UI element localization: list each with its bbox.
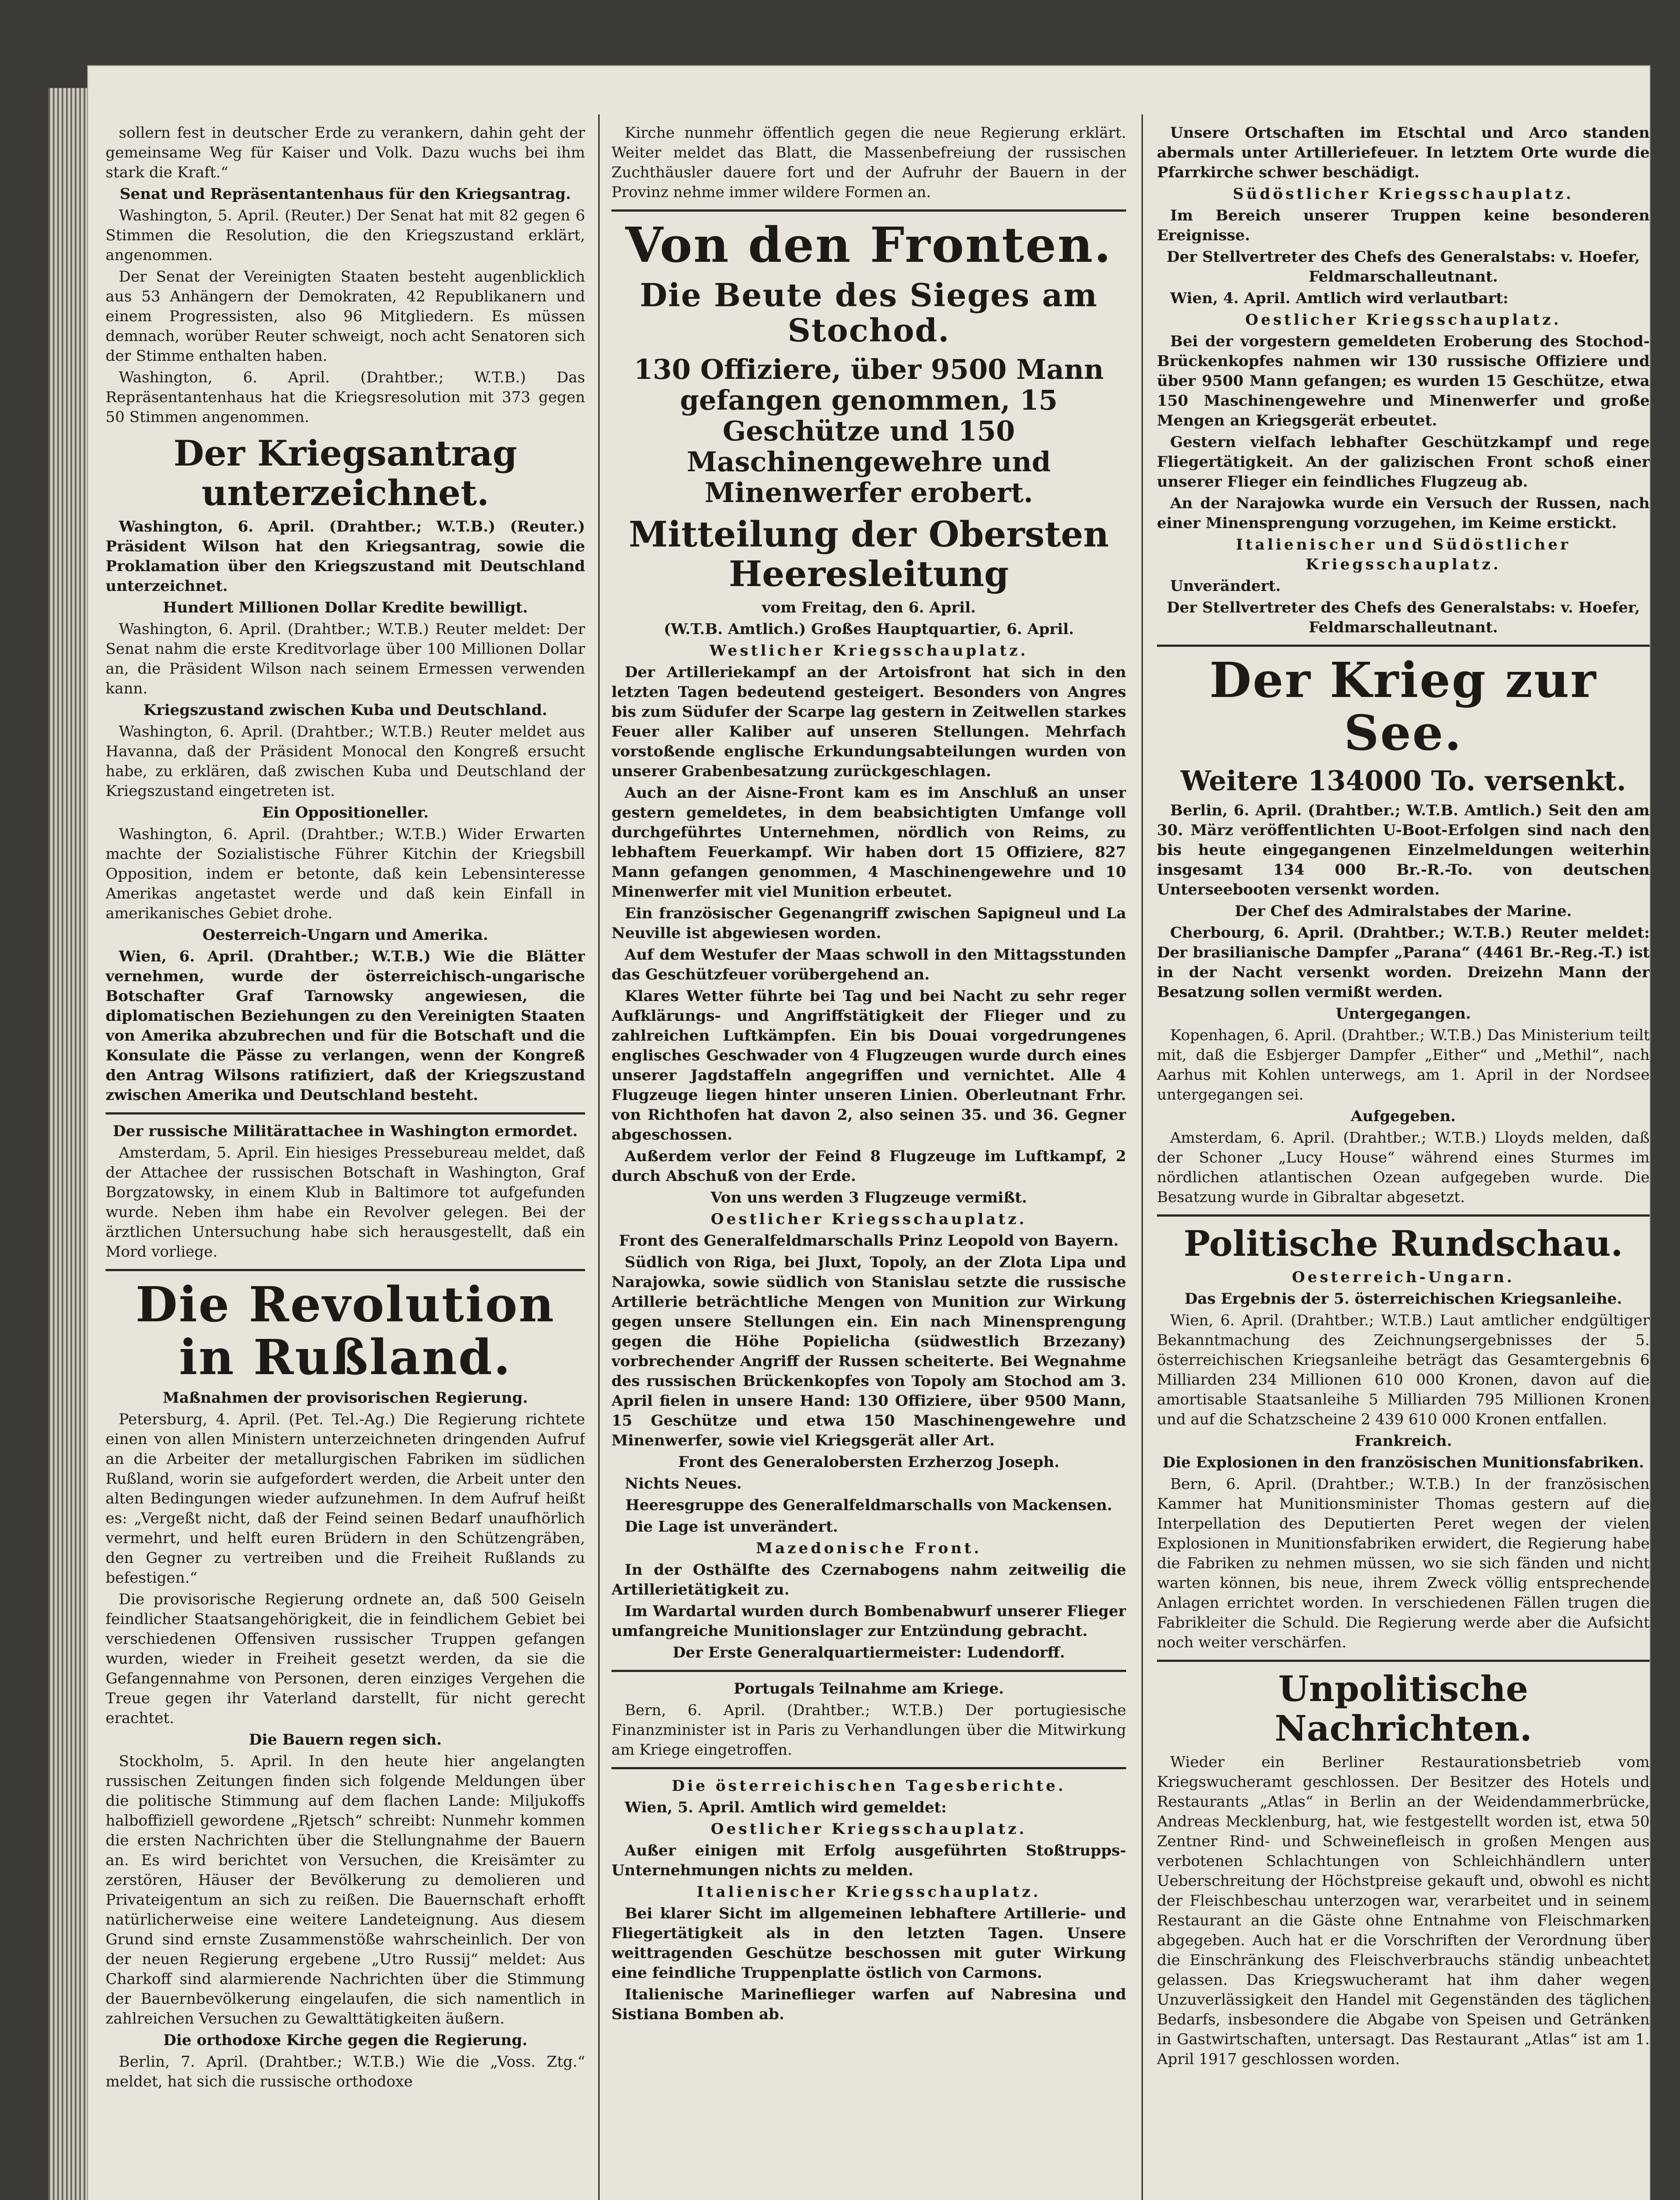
- centered-line: Von uns werden 3 Flugzeuge vermißt.: [710, 1189, 1027, 1206]
- article-subtitle: Das Ergebnis der 5. österreichischen Kriegsanleihe.: [1184, 1290, 1622, 1308]
- theater-heading: Südöstlicher Kriegsschauplatz.: [1233, 185, 1574, 203]
- paragraph: Außerdem verlor der Feind 8 Flugzeuge im Luftkampf, 2 durch Abschuß von der Erde.: [611, 1148, 1126, 1185]
- paragraph: Wien, 4. April. Amtlich wird verlautbart:: [1170, 290, 1508, 307]
- section-divider: [611, 209, 1126, 212]
- paragraph: In der Osthälfte des Czernabogens nahm zeitweilig die Artillerietätigkeit zu.: [611, 1561, 1126, 1599]
- column-rule: [598, 114, 600, 2200]
- paragraph: Bern, 6. April. (Drahtber.; W.T.B.) Der portugiesische Finanzminister ist in Paris zu Verhandlungen über die Mitwirkung am Kriege eingetroffen.: [611, 1701, 1126, 1759]
- paragraph: Cherbourg, 6. April. (Drahtber.; W.T.B.) Reuter meldet: Der brasilianische Dampfer „Parana“ (4461 Br.-Reg.-T.) ist in der Nacht versenkt worden. Dreizehn Mann der Besatzung sollen vermißt werden.: [1157, 924, 1650, 1001]
- paragraph: Kopenhagen, 6. April. (Drahtber.; W.T.B.) Das Ministerium teilt mit, daß die Esbjerger Dampfer „Either“ und „Methil“, nach Aarhus mit Kohlen unterwegs, am 1. April in der Nordsee untergegangen sei.: [1157, 1027, 1650, 1104]
- section-heading: Von den Fronten.: [625, 216, 1113, 273]
- paragraph: Im Bereich unserer Truppen keine besonderen Ereignisse.: [1157, 207, 1650, 244]
- paragraph: Wieder ein Berliner Restaurationsbetrieb vom Kriegswucheramt geschlossen. Der Besitzer des Hotels und Restaurants „Atlas“ in Berlin an der Weidendammerbrücke, Andreas Mecklenburg, hat, wie festgestellt worden ist, etwa 50 Zentner Rind- und Schweinefleisch in großen Mengen aus verbotenen Schlachtungen von Schleichhändlern unter Ueberschreitung der Höchstpreise gekauft und, obwohl es nicht der Fleischbeschau unterzogen war, verarbeitet und in seinem Restaurant an die Gäste ohne Entnahme von Fleischmarken abgegeben. Auch hat er die Vorschriften der Verordnung über die Einschränkung des Fleischverbrauchs ständig unbeachtet gelassen. Das Kriegswucheramt hat ihm daher wegen Unzuverlässigkeit den Handel mit Gegenständen des täglichen Bedarfs, insbesondere die Abgabe von Speisen und Getränken in Gastwirtschaften, untersagt. Das Restaurant „Atlas“ ist am 1. April 1917 geschlossen worden.: [1157, 1753, 1650, 2068]
- paragraph: An der Narajowka wurde ein Versuch der Russen, nach einer Minensprengung vorzugehen, im Keime erstickt.: [1157, 495, 1650, 532]
- paragraph: Washington, 6. April. (Drahtber.; W.T.B.) Reuter meldet aus Havanna, daß der Präsident Monocal den Kongreß ersucht habe, zu erklären, daß zwischen Kuba und Deutschland der Kriegszustand eingetreten ist.: [106, 723, 585, 800]
- theater-heading: Oestlicher Kriegsschauplatz.: [710, 1820, 1027, 1838]
- paragraph: Nichts Neues.: [625, 1475, 742, 1492]
- column-2: [611, 123, 1126, 2200]
- article-subtitle: Aufgegeben.: [1351, 1107, 1456, 1125]
- paragraph: Die provisorische Regierung ordnete an, daß 500 Geiseln feindlicher Staatsangehörigkeit, die in feindlichem Gebiet bei verschiedenen Offensiven russischer Truppen gefangen wurden, wieder in Freiheit gesetzt werden, da sie die Gefangennahme von Personen, deren einziges Vergehen die Treue gegen ihr Vaterland darstellt, für nicht gerecht erachtet.: [106, 1591, 585, 1727]
- article-subtitle: Portugals Teilnahme am Kriege.: [733, 1680, 1004, 1698]
- theater-heading: Die österreichischen Tagesberichte.: [672, 1777, 1066, 1795]
- article-subtitle: Maßnahmen der provisorischen Regierung.: [163, 1389, 528, 1407]
- paragraph: Südlich von Riga, bei Jluxt, Topoly, an der Zlota Lipa und Narajowka, sowie südlich von Stanislau setzte die russische Artillerie beträchtliche Mengen von Munition zur Wirkung gegen unsere Stellungen ein. Ein nach Minensprengung gegen die Höhe Popielicha (südwestlich Brzezany) vorbrechender Angriff der Russen scheiterte. Bei Wegnahme des russischen Brückenkopfes von Topoly am Stochod am 3. April fielen in unsere Hand: 130 Offiziere, über 9500 Mann, 15 Geschütze und etwa 150 Maschinengewehre und Minenwerfer, sowie viel Kriegsgerät aller Art.: [611, 1254, 1126, 1449]
- article-subtitle: Der russische Militärattachee in Washington ermordet.: [113, 1122, 578, 1140]
- column-1: [106, 123, 585, 2200]
- paragraph: Gestern vielfach lebhafter Geschützkampf und rege Fliegertätigkeit. An der galizischen Front schoß einer unserer Flieger ein feindliches Flugzeug ab.: [1157, 433, 1650, 491]
- centered-line: Der Stellvertreter des Chefs des Generalstabs: v. Hoefer, Feldmarschalleutnant.: [1166, 599, 1640, 636]
- theater-heading: Oesterreich-Ungarn.: [1292, 1269, 1515, 1286]
- centered-line: vom Freitag, den 6. April.: [761, 599, 976, 616]
- paragraph: Bern, 6. April. (Drahtber.; W.T.B.) In der französischen Kammer hat Munitionsminister Thomas gestern auf die Interpellation des Deputierten Peret wegen der vielen Explosionen in Munitionsfabriken erwidert, die Regierung habe die Fabriken zu nehmen müssen, wo sie sich fänden und nicht warten können, bis neue, ihrem Zweck völlig entsprechende Anlagen errichtet worden. In verschiedenen Fällen trugen die Fabrikleiter die Schuld. Die Regierung werde aber die Aufsicht noch weiter verschärfen.: [1157, 1475, 1650, 1651]
- paragraph: Bei klarer Sicht im allgemeinen lebhaftere Artillerie- und Fliegertätigkeit als in den letzten Tagen. Unsere weittragenden Geschütze beschossen mit guter Wirkung eine feindliche Truppenplatte östlich von Carmons.: [611, 1905, 1126, 1982]
- article-heading: Politische Rundschau.: [1183, 1223, 1623, 1264]
- centered-line: Front des Generalobersten Erzherzog Joseph.: [678, 1453, 1060, 1471]
- paragraph: Der Artilleriekampf an der Artoisfront hat sich in den letzten Tagen bedeutend gesteigert. Besonders von Angres bis zum Südufer der Scarpe lag gestern in Zeitwellen starkes Feuer aller Kaliber auf unseren Stellungen. Mehrfach vorstoßende englische Erkundungsabteilungen wurden von unserer Grabenbesatzung zurückgeschlagen.: [611, 664, 1126, 780]
- paragraph: Washington, 5. April. (Reuter.) Der Senat hat mit 82 gegen 6 Stimmen die Resolution, die den Kriegszustand erklärt, angenommen.: [106, 207, 585, 264]
- column-3: [1157, 123, 1650, 2200]
- deck-heading: Weitere 134000 To. versenkt.: [1180, 765, 1626, 797]
- centered-line: (W.T.B. Amtlich.) Großes Hauptquartier, 6. April.: [663, 620, 1074, 638]
- article-subtitle: Frankreich.: [1354, 1432, 1452, 1450]
- paragraph: Im Wardartal wurden durch Bombenabwurf unserer Flieger umfangreiche Munitionslager zur Entzündung gebracht.: [611, 1602, 1126, 1640]
- paragraph: Washington, 6. April. (Drahtber.; W.T.B.) Reuter meldet: Der Senat nahm die erste Kreditvorlage über 100 Millionen Dollar an, die Präsident Wilson nach seinem Ermessen verwenden kann.: [106, 620, 585, 697]
- paragraph: Die Lage ist unverändert.: [625, 1518, 838, 1536]
- paragraph: Außer einigen mit Erfolg ausgeführten Stoßtrupps-Unternehmungen nichts zu melden.: [611, 1842, 1126, 1879]
- section-divider: [611, 1670, 1126, 1672]
- article-heading: Der Kriegsantrag unterzeichnet.: [173, 433, 517, 513]
- article-subtitle: Die orthodoxe Kirche gegen die Regierung.: [163, 2031, 527, 2049]
- section-divider: [106, 1269, 585, 1271]
- paragraph: Washington, 6. April. (Drahtber.; W.T.B.) (Reuter.) Präsident Wilson hat den Kriegsantrag, sowie die Proklamation über den Kriegszustand mit Deutschland unterzeichnet.: [106, 518, 585, 595]
- paragraph: Ein französischer Gegenangriff zwischen Sapigneul und La Neuville ist abgewiesen worden.: [611, 905, 1126, 942]
- centered-line: Der Stellvertreter des Chefs des Generalstabs: v. Hoefer, Feldmarschalleutnant.: [1166, 248, 1640, 286]
- article-subtitle: Untergegangen.: [1336, 1005, 1471, 1023]
- paragraph: sollern fest in deutscher Erde zu verankern, dahin geht der gemeinsame Weg für Kaiser und Volk. Dazu wuchs bei ihm stark die Kraft.“: [106, 124, 585, 181]
- article-subtitle: Senat und Repräsentantenhaus für den Kriegsantrag.: [120, 185, 571, 203]
- paragraph: Bei der vorgestern gemeldeten Eroberung des Stochod-Brückenkopfes nahmen wir 130 russische Offiziere und über 9500 Mann gefangen; es wurden 15 Geschütze, etwa 150 Maschinengewehre und Minenwerfer und große Mengen an Kriegsgerät erbeutet.: [1157, 333, 1650, 429]
- paragraph: Italienische Marineflieger warfen auf Nabresina und Sistiana Bomben ab.: [611, 1986, 1126, 2023]
- theater-heading: Mazedonische Front.: [756, 1540, 982, 1557]
- article-subtitle: Die Bauern regen sich.: [249, 1731, 442, 1749]
- section-heading: Der Krieg zur See.: [1209, 652, 1597, 761]
- paragraph: Kirche nunmehr öffentlich gegen die neue Regierung erklärt. Weiter meldet das Blatt, die Massenbefreiung der russischen Zuchthäusler dauere fort und der Aufruhr der Bauern in der Provinz nehme immer wildere Formen an.: [611, 124, 1126, 201]
- centered-line: Front des Generalfeldmarschalls Prinz Leopold von Bayern.: [619, 1232, 1119, 1250]
- paragraph: Auch an der Aisne-Front kam es im Anschluß an unser gestern gemeldetes, in dem beabsichtigten Umfange voll durchgeführtes Unternehmen, nördlich von Reims, zu lebhaftem Feuerkampf. Wir haben dort 15 Offiziere, 827 Mann gefangen genommen, 4 Maschinengewehre und 10 Minenwerfer mit viel Munition erbeutet.: [611, 784, 1126, 901]
- paragraph: Unsere Ortschaften im Etschtal und Arco standen abermals unter Artilleriefeuer. In letztem Orte wurde die Pfarrkirche schwer beschädigt.: [1157, 124, 1650, 181]
- paragraph: Wien, 6. April. (Drahtber.; W.T.B.) Laut amtlicher endgültiger Bekanntmachung des Zeichnungsergebnisses der 5. österreichischen Kriegsanleihe beträgt das Gesamtergebnis 6 Milliarden 234 Millionen 610 000 Kronen, davon auf die amortisable Staatsanleihe 5 Milliarden 795 Millionen Kronen und auf die Schatzscheine 2 439 610 000 Kronen entfallen.: [1157, 1312, 1650, 1428]
- newspaper-page: [88, 66, 1650, 2200]
- paragraph: Amsterdam, 6. April. (Drahtber.; W.T.B.) Lloyds melden, daß der Schoner „Lucy House“ während eines Sturmes im nördlichen atlantischen Ozean aufgegeben wurde. Die Besatzung wurde in Gibraltar abgesetzt.: [1157, 1129, 1650, 1206]
- article-subtitle: Hundert Millionen Dollar Kredite bewilligt.: [163, 599, 528, 616]
- paragraph: Unverändert.: [1170, 577, 1281, 595]
- paragraph: Klares Wetter führte bei Tag und bei Nacht zu sehr reger Aufklärungs- und Angriffstätigkeit der Flieger und zu zahlreichen Luftkämpfen. Ein bis Douai vorgedrungenes englisches Geschwader von 4 Flugzeugen wurde durch eines unserer Jagdstaffeln angegriffen und vernichtet. Alle 4 Flugzeuge liegen hinter unseren Linien. Oberleutnant Frhr. von Richthofen hat davon 2, also seinen 35. und 36. Gegner abgeschossen.: [611, 987, 1126, 1144]
- paragraph: Der Senat der Vereinigten Staaten besteht augenblicklich aus 53 Anhängern der Demokraten, 42 Republikanern und einem Progressisten, also 96 Mitgliedern. Es müssen demnach, worüber Reuter schweigt, noch acht Senatoren sich der Stimme enthalten haben.: [106, 268, 585, 365]
- column-rule: [1142, 114, 1143, 2200]
- page-stack-edges: [48, 88, 90, 2200]
- section-heading: Die Revolution in Rußland.: [135, 1276, 555, 1386]
- article-subtitle: Ein Oppositioneller.: [262, 804, 429, 821]
- paragraph: Berlin, 7. April. (Drahtber.; W.T.B.) Wie die „Voss. Ztg.“ meldet, hat sich die russische orthodoxe: [106, 2053, 585, 2090]
- article-heading: Unpolitische Nachrichten.: [1274, 1668, 1532, 1749]
- theater-heading: Oestlicher Kriegsschauplatz.: [1245, 311, 1562, 329]
- section-divider: [611, 1767, 1126, 1769]
- article-subtitle: Die Explosionen in den französischen Munitionsfabriken.: [1162, 1454, 1644, 1471]
- paragraph: Berlin, 6. April. (Drahtber.; W.T.B. Amtlich.) Seit den am 30. März veröffentlichten U-Boot-Erfolgen sind nach den bis heute eingegangenen Einzelmeldungen weiterhin insgesamt 134 000 Br.-R.-To. von deutschen Unterseebooten versenkt worden.: [1157, 802, 1650, 898]
- centered-line: Der Chef des Admiralstabes der Marine.: [1234, 902, 1572, 920]
- subheading: Die Beute des Sieges am Stochod.: [640, 276, 1098, 349]
- paragraph: Stockholm, 5. April. In den heute hier angelangten russischen Zeitungen finden sich folgende Meldungen über die politische Stimmung auf dem flachen Lande: Miljukoffs halboffiziell gewordene „Rjetsch“ schreibt: Nunmehr kommen die ersten Nachrichten über die Stellungnahme der Bauern an. Es wird berichtet von Versuchen, die Kreisämter zu zerstören, Häuser der Bevölkerung zu demolieren und Privateigentum an sich zu reißen. Die Bauernschaft erhofft natürlicherweise eine weitere Landeteignung. Aus diesem Grund sind ernste Zusammenstöße wahrscheinlich. Der von der neuen Regierung ergebene „Utro Russij“ meldet: Aus Charkoff sind alarmierende Nachrichten über die Stimmung der Bauernbevölkerung eingelaufen, die sich namentlich in zahlreichen Versuchen zu Gewalttätigkeiten äußern.: [106, 1753, 585, 2028]
- deck-heading: 130 Offiziere, über 9500 Mann gefangen genommen, 15 Geschütze und 150 Maschinengewehre und Minenwerfer erobert.: [633, 353, 1104, 509]
- paragraph: Washington, 6. April. (Drahtber.; W.T.B.) Wider Erwarten machte der Sozialistische Führer Kitchin der Kriegsbill Opposition, indem er betonte, daß kein Lebensinteresse Amerikas angetastet werde und daß kein Einfall in amerikanisches Gebiet drohe.: [106, 825, 585, 922]
- article-subtitle: Oesterreich-Ungarn und Amerika.: [202, 926, 488, 944]
- paragraph: Auf dem Westufer der Maas schwoll in den Mittagsstunden das Geschützfeuer vorübergehend an.: [611, 946, 1126, 983]
- paragraph: Wien, 6. April. (Drahtber.; W.T.B.) Wie die Blätter vernehmen, wurde der österreichisch-ungarische Botschafter Graf Tarnowsky angewiesen, die diplomatischen Beziehungen zu den Vereinigten Staaten von Amerika abzubrechen und für die Botschaft und die Konsulate die Pässe zu verlangen, wenn der Kongreß den Antrag Wilsons ratifiziert, daß der Kriegszustand zwischen Amerika und Deutschland besteht.: [106, 948, 585, 1104]
- paragraph: Washington, 6. April. (Drahtber.; W.T.B.) Das Repräsentantenhaus hat die Kriegsresolution mit 373 gegen 50 Stimmen angenommen.: [106, 369, 585, 426]
- section-divider: [1157, 1214, 1650, 1217]
- section-divider: [106, 1112, 585, 1115]
- theater-heading: Italienischer Kriegsschauplatz.: [696, 1883, 1041, 1901]
- centered-line: Heeresgruppe des Generalfeldmarschalls von Mackensen.: [625, 1496, 1113, 1514]
- paragraph: Amsterdam, 5. April. Ein hiesiges Pressebureau meldet, daß der Attachee der russischen Botschaft in Washington, Graf Borgzatowsky, in einem Klub in Baltimore tot aufgefunden wurde. Neben ihm habe ein Revolver gelegen. Bei der ärztlichen Untersuchung habe sich herausgestellt, daß ein Mord vorliege.: [106, 1144, 585, 1261]
- paragraph: Petersburg, 4. April. (Pet. Tel.-Ag.) Die Regierung richtete einen von allen Ministern unterzeichneten dringenden Aufruf an die Arbeiter der metallurgischen Fabriken im südlichen Rußland, worin sie aufgefordert werden, die Arbeit unter den alten Bedingungen wieder aufzunehmen. In dem Aufruf heißt es: „Vergeßt nicht, daß der Feind seinen Bedarf unaufhörlich vermehrt, und helft euren Brüdern in den Schützengräben, den Gegner zu vertreiben und die Freiheit Rußlands zu befestigen.“: [106, 1411, 585, 1587]
- section-divider: [1157, 1660, 1650, 1662]
- article-heading: Mitteilung der Obersten Heeresleitung: [629, 513, 1109, 594]
- theater-heading: Oestlicher Kriegsschauplatz.: [710, 1210, 1027, 1228]
- centered-line: Der Erste Generalquartiermeister: Ludendorff.: [673, 1644, 1065, 1661]
- theater-heading: Italienischer und Südöstlicher Kriegsschauplatz.: [1236, 536, 1571, 573]
- article-subtitle: Kriegszustand zwischen Kuba und Deutschland.: [143, 701, 547, 719]
- theater-heading: Westlicher Kriegsschauplatz.: [709, 642, 1028, 660]
- section-divider: [1157, 645, 1650, 647]
- paragraph: Wien, 5. April. Amtlich wird gemeldet:: [625, 1799, 947, 1816]
